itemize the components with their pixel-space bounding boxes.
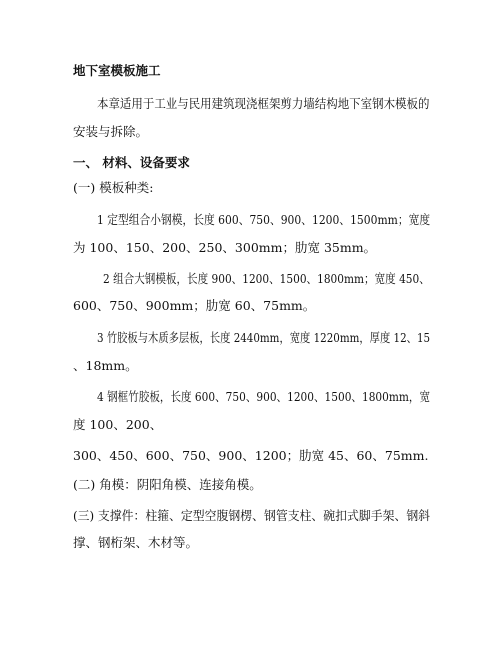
item-3-line-2: 、18mm。 [73,358,138,373]
item-4-line-3: 300、450、600、750、900、1200；肋宽 45、60、75mm. [73,448,429,463]
subsection-heading-corner-molds: (二) 角模：阴阳角模、连接角模。 [73,477,262,492]
section-heading-materials: 一、 材料、设备要求 [73,155,190,170]
item-3-line-1: 3 竹胶板与木质多层板，长度 2440mm，宽度 1220mm，厚度 12、15 [97,330,431,345]
intro-paragraph-line-2: 安装与拆除。 [73,124,149,139]
item-2-line-1: 2 组合大钢模板，长度 900、1200、1500、1800mm；宽度 450、 [103,271,430,286]
intro-paragraph-line-1: 本章适用于工业与民用建筑现浇框架剪力墙结构地下室钢木模板的 [97,96,430,111]
item-2-line-2: 600、750、900mm；肋宽 60、75mm。 [73,298,316,313]
item-4-line-1: 4 钢框竹胶板，长度 600、750、900、1200、1500、1800mm，宽 [97,389,431,404]
document-title: 地下室模板施工 [73,63,161,78]
item-4-line-2: 度 100、200、 [73,417,163,432]
item-1-line-2: 为 100、150、200、250、300mm；肋宽 35mm。 [73,240,377,255]
subsection-supports-line-1: (三) 支撑件：柱箍、定型空腹钢楞、钢管支柱、碗扣式脚手架、钢斜 [73,508,431,523]
subsection-heading-template-types: (一) 模板种类: [73,180,154,195]
item-1-line-1: 1 定型组合小钢模，长度 600、750、900、1200、1500mm；宽度 [97,212,431,227]
subsection-supports-line-2: 撑、钢桁架、木材等。 [73,535,199,550]
